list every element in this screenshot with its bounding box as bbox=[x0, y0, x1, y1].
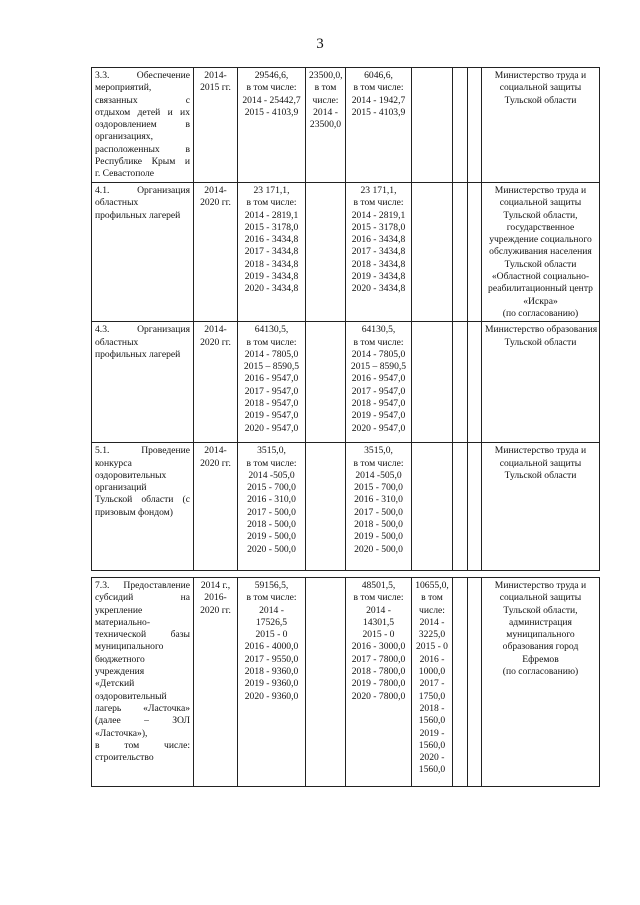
cell-line: 2014 - 2819,1 bbox=[351, 209, 406, 221]
cell-line: в том числе: bbox=[353, 197, 404, 209]
cell-line: 2014 г., bbox=[200, 580, 231, 591]
cell-line: 2016 - 310,0 bbox=[247, 494, 296, 506]
cell-line: областных bbox=[95, 197, 139, 209]
cell-line: 2019 - 9547,0 bbox=[244, 410, 299, 422]
cell-line: 29546,6, bbox=[254, 70, 289, 81]
cell-line: 2018 - 9547,0 bbox=[351, 398, 406, 410]
cell-line: 2020 - bbox=[419, 752, 445, 764]
empty-cell bbox=[453, 183, 468, 322]
cell-line: 2015 - 0 bbox=[362, 629, 395, 641]
measures-table bbox=[91, 67, 600, 571]
cell-line: муниципального bbox=[506, 629, 575, 641]
cell-line: «Областной социально- bbox=[491, 271, 590, 283]
cell-line: 2015 - 4103,9 bbox=[351, 106, 406, 118]
cell-line: 23500,0, bbox=[309, 70, 343, 81]
cell-line: 2016 - 3434,8 bbox=[351, 234, 406, 246]
cell-line: 2019 - 3434,8 bbox=[351, 271, 406, 283]
cell-line: 1750,0 bbox=[418, 690, 446, 702]
cell-line: числе: bbox=[312, 94, 339, 106]
regional-funding-cell bbox=[346, 68, 412, 183]
cell-line: 64130,5, bbox=[361, 324, 396, 336]
cell-line: реабилитационный центр bbox=[488, 283, 593, 295]
cell-line: 2020 гг. bbox=[200, 197, 231, 209]
cell-line: Тульской области bbox=[504, 258, 577, 270]
cell-line: 2016 - 3434,8 bbox=[244, 234, 299, 246]
cell-line: 2017 - bbox=[419, 678, 445, 690]
cell-line: Тульской области, bbox=[503, 604, 578, 616]
cell-line: 2020 гг. bbox=[200, 457, 231, 469]
executor-cell bbox=[482, 322, 600, 443]
cell-line: 2014 - 2819,1 bbox=[244, 209, 299, 221]
cell-line: числе: bbox=[419, 604, 445, 616]
empty-cell bbox=[453, 68, 468, 183]
period-cell bbox=[194, 322, 238, 443]
table-row bbox=[92, 183, 600, 322]
cell-line: организаций bbox=[95, 482, 147, 494]
cell-line: (по согласованию) bbox=[502, 307, 579, 319]
local-funding-cell bbox=[412, 183, 453, 322]
federal-funding-cell bbox=[306, 322, 346, 443]
cell-line: оздоровительных bbox=[95, 469, 167, 481]
other-funding-cell bbox=[468, 68, 482, 183]
cell-line: 2014 - bbox=[259, 604, 284, 616]
cell-line: 2019 - 7800,0 bbox=[351, 678, 406, 690]
cell-line: «Искра» bbox=[523, 295, 558, 307]
cell-line: 10655,0, bbox=[415, 580, 449, 591]
cell-line: 2020 - 500,0 bbox=[247, 543, 296, 555]
cell-line: 7.3. Предоставление bbox=[95, 580, 190, 591]
cell-line: учреждение социального bbox=[489, 234, 592, 246]
cell-line: 2015 гг. bbox=[200, 82, 231, 94]
cell-line: «Ласточка»), bbox=[95, 727, 148, 739]
cell-line: 2015 - 3178,0 bbox=[351, 221, 406, 233]
cell-line: в том числе: bbox=[246, 197, 297, 209]
cell-line: 2020 - 3434,8 bbox=[244, 283, 299, 295]
cell-line: 4.3. Организация bbox=[95, 324, 190, 336]
cell-line: 2019 - 9547,0 bbox=[351, 410, 406, 422]
empty-cell bbox=[453, 322, 468, 443]
table-row bbox=[92, 322, 600, 443]
cell-line: 2014 - bbox=[313, 106, 338, 118]
cell-line: 2014 - 1942,7 bbox=[351, 94, 406, 106]
cell-line: технической базы bbox=[95, 629, 190, 641]
cell-line: в том числе: bbox=[246, 457, 297, 469]
cell-line: 2016 - bbox=[419, 653, 445, 665]
cell-line: 2015 - 0 bbox=[416, 641, 448, 653]
cell-line: лагерь «Ласточка» bbox=[95, 702, 190, 714]
period-cell bbox=[194, 183, 238, 322]
cell-line: 2018 - bbox=[419, 702, 445, 714]
cell-line: 14301,5 bbox=[362, 616, 395, 628]
period-cell bbox=[194, 68, 238, 183]
cell-line: 3515,0, bbox=[257, 445, 286, 457]
cell-line: 2019 - 500,0 bbox=[247, 531, 296, 543]
cell-line: Министерство труда и bbox=[494, 580, 587, 591]
table-row bbox=[92, 443, 600, 571]
cell-line: (далее – ЗОЛ bbox=[95, 715, 190, 727]
cell-line: 2020 гг. bbox=[200, 604, 231, 616]
cell-line: 23 171,1, bbox=[360, 185, 397, 196]
cell-line: государственное bbox=[506, 221, 575, 233]
federal-funding-cell bbox=[306, 443, 346, 571]
cell-line: укрепление bbox=[95, 604, 143, 616]
cell-line: расположенных в bbox=[95, 143, 190, 155]
period-cell bbox=[194, 443, 238, 571]
cell-line: 5.1. Проведение bbox=[95, 445, 190, 457]
empty-cell bbox=[453, 443, 468, 571]
cell-line: Министерство труда и bbox=[494, 70, 587, 81]
total-funding-cell bbox=[238, 68, 306, 183]
cell-line: 2014- bbox=[204, 324, 227, 336]
other-funding-cell bbox=[468, 578, 482, 787]
cell-line: 2020 - 7800,0 bbox=[351, 690, 406, 702]
cell-line: в том числе: bbox=[95, 739, 190, 751]
cell-line: 2014 - 7805,0 bbox=[351, 348, 406, 360]
federal-funding-cell bbox=[306, 68, 346, 183]
regional-funding-cell bbox=[346, 578, 412, 787]
cell-line: 2014 - 7805,0 bbox=[244, 348, 299, 360]
other-funding-cell bbox=[468, 183, 482, 322]
cell-line: 2020 - 9360,0 bbox=[244, 690, 299, 702]
measure-name-cell bbox=[92, 183, 194, 322]
cell-line: оздоровлением в bbox=[95, 119, 190, 131]
cell-line: социальной защиты bbox=[499, 457, 582, 469]
cell-line: 2020 - 500,0 bbox=[354, 543, 403, 555]
cell-line: профильных лагерей bbox=[95, 348, 181, 360]
cell-line: 2019 - 9360,0 bbox=[244, 678, 299, 690]
cell-line: 2017 - 3434,8 bbox=[244, 246, 299, 258]
measure-name-cell bbox=[92, 578, 194, 787]
cell-line: в том числе: bbox=[246, 82, 297, 94]
total-funding-cell bbox=[238, 322, 306, 443]
cell-line: мероприятий, bbox=[95, 82, 152, 94]
cell-line: организациях, bbox=[95, 131, 153, 143]
measure-name-cell bbox=[92, 68, 194, 183]
cell-line: «Детский bbox=[95, 678, 135, 690]
cell-line: связанных с bbox=[95, 94, 190, 106]
cell-line: 2017 - 3434,8 bbox=[351, 246, 406, 258]
cell-line: 2015 - 0 bbox=[255, 629, 288, 641]
cell-line: 2015 - 700,0 bbox=[247, 482, 296, 494]
cell-line: 4.1. Организация bbox=[95, 185, 190, 196]
cell-line: Ефремов bbox=[522, 653, 559, 665]
other-funding-cell bbox=[468, 443, 482, 571]
cell-line: субсидий на bbox=[95, 592, 190, 604]
cell-line: 2016 - 9547,0 bbox=[351, 373, 406, 385]
cell-line: социальной защиты bbox=[499, 592, 582, 604]
other-funding-cell bbox=[468, 322, 482, 443]
cell-line: 64130,5, bbox=[254, 324, 289, 336]
cell-line: 2018 - 3434,8 bbox=[244, 258, 299, 270]
cell-line: 2015 – 8590,5 bbox=[350, 361, 407, 373]
local-funding-cell bbox=[412, 443, 453, 571]
cell-line: обслуживания населения bbox=[489, 246, 592, 258]
cell-line: 23 171,1, bbox=[253, 185, 290, 196]
cell-line: 2017 - 500,0 bbox=[247, 506, 296, 518]
cell-line: 2018 - 3434,8 bbox=[351, 258, 406, 270]
cell-line: 2016 - 4000,0 bbox=[244, 641, 299, 653]
regional-funding-cell bbox=[346, 322, 412, 443]
cell-line: 17526,5 bbox=[255, 616, 288, 628]
cell-line: 2016- bbox=[204, 592, 227, 604]
cell-line: материально- bbox=[95, 616, 151, 628]
cell-line: 2020 - 3434,8 bbox=[351, 283, 406, 295]
cell-line: Республике Крым и bbox=[95, 156, 190, 168]
cell-line: 2016 - 310,0 bbox=[354, 494, 403, 506]
cell-line: 2019 - bbox=[419, 727, 445, 739]
measures-table-continued bbox=[91, 577, 600, 787]
cell-line: 3225,0 bbox=[418, 629, 446, 641]
cell-line: 1560,0 bbox=[418, 715, 446, 727]
cell-line: 3.3. Обеспечение bbox=[95, 70, 190, 81]
cell-line: 2017 - 9550,0 bbox=[244, 653, 299, 665]
cell-line: 1560,0 bbox=[418, 764, 446, 776]
cell-line: 2016 - 9547,0 bbox=[244, 373, 299, 385]
regional-funding-cell bbox=[346, 183, 412, 322]
cell-line: администрация bbox=[509, 616, 572, 628]
regional-funding-cell bbox=[346, 443, 412, 571]
cell-line: в том числе: bbox=[353, 457, 404, 469]
total-funding-cell bbox=[238, 443, 306, 571]
cell-line: Министерство труда и bbox=[494, 445, 587, 457]
cell-line: 2017 - 9547,0 bbox=[244, 385, 299, 397]
cell-line: в том числе: bbox=[353, 82, 404, 94]
cell-line: 2014- bbox=[204, 185, 227, 196]
cell-line: 2014 -505,0 bbox=[248, 469, 295, 481]
measure-name-cell bbox=[92, 443, 194, 571]
cell-line: 2018 - 500,0 bbox=[354, 519, 403, 531]
measure-name-cell bbox=[92, 322, 194, 443]
cell-line: областных bbox=[95, 336, 139, 348]
cell-line: образования город bbox=[502, 641, 579, 653]
cell-line: г. Севастополе bbox=[95, 168, 155, 180]
cell-line: 3515,0, bbox=[364, 445, 393, 457]
cell-line: 2020 - 9547,0 bbox=[244, 422, 299, 434]
cell-line: профильных лагерей bbox=[95, 209, 181, 221]
cell-line: 2015 – 8590,5 bbox=[243, 361, 300, 373]
federal-funding-cell bbox=[306, 183, 346, 322]
executor-cell bbox=[482, 443, 600, 571]
cell-line: Тульской области bbox=[504, 336, 577, 348]
executor-cell bbox=[482, 68, 600, 183]
cell-line: в том числе: bbox=[353, 336, 404, 348]
cell-line: 2018 - 9547,0 bbox=[244, 398, 299, 410]
cell-line: 2020 - 9547,0 bbox=[351, 422, 406, 434]
cell-line: 2018 - 500,0 bbox=[247, 519, 296, 531]
table-row bbox=[92, 68, 600, 183]
cell-line: муниципального bbox=[95, 641, 164, 653]
cell-line: 2014 -505,0 bbox=[355, 469, 402, 481]
cell-line: строительство bbox=[95, 752, 154, 764]
cell-line: Тульской области, bbox=[503, 209, 578, 221]
cell-line: 2014 - bbox=[366, 604, 391, 616]
cell-line: 2014 - bbox=[419, 616, 445, 628]
cell-line: 2018 - 9360,0 bbox=[244, 666, 299, 678]
cell-line: Тульской области bbox=[504, 469, 577, 481]
cell-line: 2015 - 3178,0 bbox=[244, 221, 299, 233]
cell-line: конкурса bbox=[95, 457, 132, 469]
table-row bbox=[92, 578, 600, 787]
cell-line: в том числе: bbox=[353, 592, 404, 604]
period-cell bbox=[194, 578, 238, 787]
cell-line: призовым фондом) bbox=[95, 506, 173, 518]
federal-funding-cell bbox=[306, 578, 346, 787]
cell-line: 2019 - 3434,8 bbox=[244, 271, 299, 283]
cell-line: Министерство образования bbox=[485, 324, 598, 336]
cell-line: 2014- bbox=[204, 70, 227, 81]
cell-line: в том числе: bbox=[246, 336, 297, 348]
cell-line: 2017 - 500,0 bbox=[354, 506, 403, 518]
cell-line: 1000,0 bbox=[418, 666, 446, 678]
cell-line: учреждения bbox=[95, 666, 145, 678]
cell-line: 59156,5, bbox=[254, 580, 289, 591]
cell-line: 2014 - 25442,7 bbox=[242, 94, 301, 106]
local-funding-cell bbox=[412, 578, 453, 787]
cell-line: (по согласованию) bbox=[502, 666, 579, 678]
cell-line: бюджетного bbox=[95, 653, 145, 665]
cell-line: отдыхом детей и их bbox=[95, 106, 190, 118]
cell-line: в том bbox=[421, 592, 443, 604]
cell-line: Тульской области (с bbox=[95, 494, 190, 506]
cell-line: Тульской области bbox=[504, 94, 577, 106]
local-funding-cell bbox=[412, 322, 453, 443]
cell-line: 2016 - 3000,0 bbox=[351, 641, 406, 653]
executor-cell bbox=[482, 183, 600, 322]
cell-line: 2014- bbox=[204, 445, 227, 457]
cell-line: социальной защиты bbox=[499, 82, 582, 94]
cell-line: 1560,0 bbox=[418, 739, 446, 751]
total-funding-cell bbox=[238, 183, 306, 322]
page-number: 3 bbox=[316, 36, 324, 52]
cell-line: 23500,0 bbox=[309, 119, 342, 131]
cell-line: 2017 - 9547,0 bbox=[351, 385, 406, 397]
total-funding-cell bbox=[238, 578, 306, 787]
cell-line: 48501,5, bbox=[361, 580, 396, 591]
cell-line: 2015 - 4103,9 bbox=[244, 106, 299, 118]
cell-line: 6046,6, bbox=[364, 70, 393, 81]
cell-line: социальной защиты bbox=[499, 197, 582, 209]
cell-line: 2020 гг. bbox=[200, 336, 231, 348]
cell-line: 2015 - 700,0 bbox=[354, 482, 403, 494]
empty-cell bbox=[453, 578, 468, 787]
cell-line: в том числе: bbox=[246, 592, 297, 604]
cell-line: оздоровительный bbox=[95, 690, 167, 702]
executor-cell bbox=[482, 578, 600, 787]
cell-line: в том bbox=[314, 82, 337, 94]
cell-line: 2017 - 7800,0 bbox=[351, 653, 406, 665]
cell-line: 2019 - 500,0 bbox=[354, 531, 403, 543]
cell-line: Министерство труда и bbox=[494, 185, 587, 196]
local-funding-cell bbox=[412, 68, 453, 183]
cell-line: 2018 - 7800,0 bbox=[351, 666, 406, 678]
